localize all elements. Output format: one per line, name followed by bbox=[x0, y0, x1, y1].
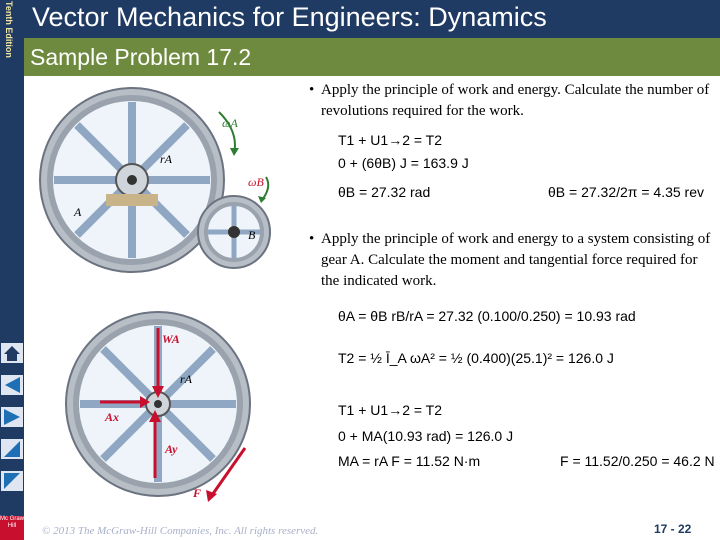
bullet-dot: • bbox=[309, 231, 315, 247]
first-icon[interactable] bbox=[1, 375, 23, 395]
gear-a bbox=[40, 88, 224, 272]
last-icon[interactable] bbox=[1, 471, 23, 491]
page-subtitle: Sample Problem 17.2 bbox=[30, 44, 252, 70]
free-body-figure bbox=[60, 298, 260, 508]
bullet-1 bbox=[309, 80, 717, 122]
edition-text: Tenth Edition bbox=[4, 1, 14, 58]
edition-label bbox=[0, 0, 24, 58]
equation-1: T1 + U1→2 = T2 bbox=[338, 132, 443, 148]
ax-label: Ax bbox=[105, 410, 120, 424]
equation-6: T2 = ½ Ī_A ωA² = ½ (0.400)(25.1)² = 126.0 J bbox=[338, 350, 614, 366]
equation-4: θB = 27.32/2π = 4.35 rev bbox=[548, 184, 704, 200]
bullet-1-text: Apply the principle of work and energy. Calculate the number of revolutions required for the work. bbox=[321, 82, 710, 119]
ra-label-top: rA bbox=[160, 152, 172, 166]
omega-a-label: ωA bbox=[222, 116, 238, 130]
mcgraw-hill-logo bbox=[0, 516, 24, 540]
equation-8: 0 + MA(10.93 rad) = 126.0 J bbox=[338, 428, 514, 444]
omega-b-label: ωB bbox=[248, 175, 264, 189]
equation-7: T1 + U1→2 = T2 bbox=[338, 402, 443, 418]
publisher-logo-text: Mc Graw Hill bbox=[0, 516, 24, 529]
copyright-text: © 2013 The McGraw-Hill Companies, Inc. All rights reserved. bbox=[42, 525, 319, 537]
page-number: 17 - 22 bbox=[654, 522, 692, 536]
page-title: Vector Mechanics for Engineers: Dynamics bbox=[32, 2, 547, 32]
equation-3: θB = 27.32 rad bbox=[338, 184, 431, 200]
gear-a-label: A bbox=[74, 205, 82, 219]
bullet-2-text: Apply the principle of work and energy to a system consisting of gear A. Calculate the moment and tangential force required for the indicated work. bbox=[321, 231, 711, 289]
next-icon[interactable] bbox=[1, 439, 23, 459]
equation-5: θA = θB rB/rA = 27.32 (0.100/0.250) = 10.93 rad bbox=[338, 308, 636, 324]
bullet-2 bbox=[309, 229, 717, 292]
equation-2: 0 + (6θB) J = 163.9 J bbox=[338, 155, 469, 171]
left-sidebar bbox=[0, 0, 24, 540]
ra-label-bottom: rA bbox=[180, 372, 192, 386]
force-f-label: F bbox=[193, 486, 202, 500]
gear-b-label: B bbox=[248, 228, 256, 242]
gear-b bbox=[198, 196, 270, 268]
equation-9: MA = rA F = 11.52 N·m bbox=[338, 453, 481, 469]
weight-label: WA bbox=[162, 332, 180, 346]
bullet-dot: • bbox=[309, 82, 315, 98]
equation-10: F = 11.52/0.250 = 46.2 N bbox=[560, 453, 715, 469]
home-icon[interactable] bbox=[1, 343, 23, 363]
ay-label: Ay bbox=[165, 442, 178, 456]
prev-icon[interactable] bbox=[1, 407, 23, 427]
